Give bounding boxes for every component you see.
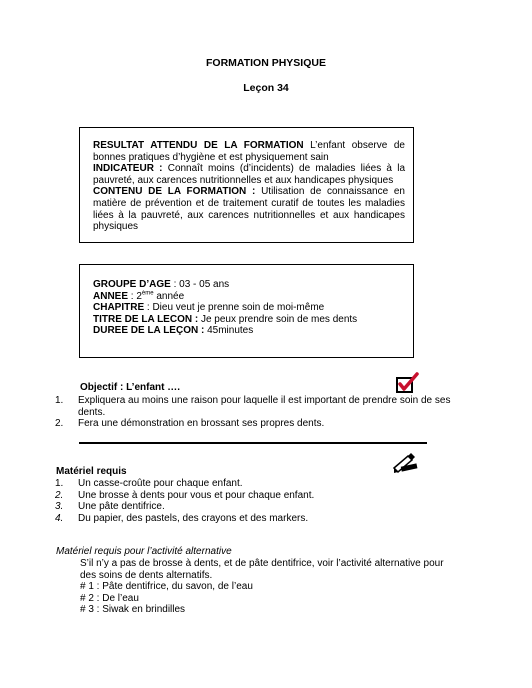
list-item: 1. Expliquera au moins une raison pour laquelle il est important de prendre soin de ses bbox=[55, 395, 451, 406]
objectives-list bbox=[55, 395, 518, 430]
materials-heading: Matériel requis bbox=[56, 466, 127, 477]
list-item: dents. bbox=[78, 406, 106, 418]
page-title: FORMATION PHYSIQUE bbox=[206, 57, 326, 69]
list-item: 2. Une brosse à dents pour vous et pour chaque enfant. bbox=[55, 489, 315, 501]
lesson-duration: DUREE DE LA LEÇON : 45minutes bbox=[93, 325, 254, 337]
alternative-option: # 3 : Siwak en brindilles bbox=[80, 604, 186, 616]
list-item: 1. Un casse-croûte pour chaque enfant. bbox=[55, 478, 243, 489]
lesson-info-box bbox=[79, 264, 414, 358]
expected-result-box bbox=[79, 127, 414, 243]
content-text: CONTENU DE LA FORMATION : Utilisation de connaissance en matière de prévention et de traitement curatif de toutes les maladies liées à la pauvreté, aux carences nutritionnelles et aux handicapes physiques bbox=[93, 186, 405, 233]
alternative-option: # 2 : De l’eau bbox=[80, 592, 139, 604]
alternative-heading: Matériel requis pour l’activité alternative bbox=[56, 546, 232, 557]
indicator-text: INDICATEUR : Connaît moins (d’incidents) de maladies liées à la pauvreté, aux carences nutritionnelles et aux handicapes physiques bbox=[93, 163, 405, 186]
list-item: 3. Une pâte dentifrice. bbox=[55, 501, 165, 513]
pencil-crayon-icon bbox=[392, 452, 420, 474]
alternative-option: # 1 : Pâte dentifrice, du savon, de l’eau bbox=[80, 581, 253, 593]
expected-result-text: RESULTAT ATTENDU DE LA FORMATION L’enfant observe de bonnes pratiques d’hygiène et est physiquement sain bbox=[93, 140, 405, 163]
materials-list bbox=[55, 478, 518, 524]
lesson-number: Leçon 34 bbox=[243, 82, 289, 94]
age-group: GROUPE D’AGE : 03 - 05 ans bbox=[93, 279, 230, 290]
list-item: 2. Fera une démonstration en brossant ses propres dents. bbox=[55, 418, 325, 430]
lesson-title: TITRE DE LA LECON : Je peux prendre soin de mes dents bbox=[93, 313, 358, 325]
objectives-heading: Objectif : L’enfant …. bbox=[80, 382, 181, 393]
year: ANNEE : 2ème année bbox=[93, 290, 185, 302]
list-item: 4. Du papier, des pastels, des crayons et des markers. bbox=[55, 512, 309, 524]
checkbox-check-icon bbox=[395, 372, 421, 396]
alternative-intro: S’il n’y a pas de brosse à dents, et de pâte dentifrice, voir l’activité alternative pour des soins de dents alternatifs. # 1 : Pâte dentifrice, du savon, de l’eau # 2 : De l’eau # 3 : Siwak en brindilles bbox=[80, 558, 520, 616]
chapter: CHAPITRE : Dieu veut je prenne soin de moi-même bbox=[93, 302, 325, 314]
section-divider bbox=[79, 442, 427, 444]
